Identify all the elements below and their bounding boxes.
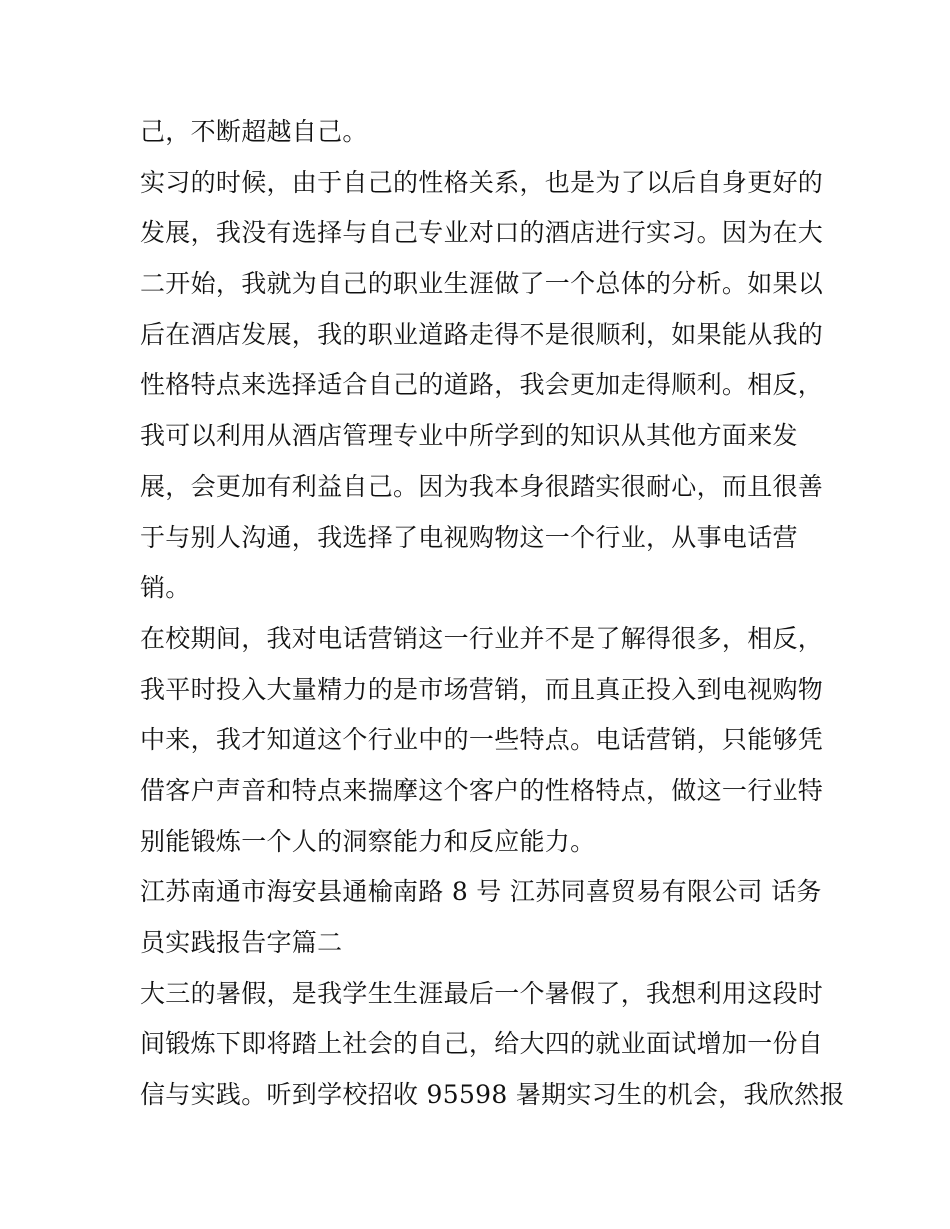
text-line: 我可以利用从酒店管理专业中所学到的知识从其他方面来发: [140, 421, 798, 451]
text-line: 销。: [140, 573, 191, 603]
text-line: 发展，我没有选择与自己专业对口的酒店进行实习。因为在大: [140, 218, 824, 248]
text-line: 后在酒店发展，我的职业道路走得不是很顺利，如果能从我的: [140, 319, 824, 349]
document-body: [140, 107, 845, 1121]
text-line: 展，会更加有利益自己。因为我本身很踏实很耐心，而且很善: [140, 471, 824, 501]
text-line: 性格特点来选择适合自己的道路，我会更加走得顺利。相反，: [140, 370, 824, 400]
text-line: 信与实践。听到学校招收 95598 暑期实习生的机会，我欣然报: [140, 1080, 845, 1110]
text-line: 中来，我才知道这个行业中的一些特点。电话营销，只能够凭: [140, 725, 824, 755]
text-line: 二开始，我就为自己的职业生涯做了一个总体的分析。如果以: [140, 269, 824, 299]
text-line: 大三的暑假，是我学生生涯最后一个暑假了，我想利用这段时: [140, 978, 824, 1008]
text-line: 实习的时候，由于自己的性格关系，也是为了以后自身更好的: [140, 167, 824, 197]
text-line: 在校期间，我对电话营销这一行业并不是了解得很多，相反，: [140, 623, 824, 653]
section-heading: 员实践报告字篇二: [140, 928, 343, 957]
text-line: 间锻炼下即将踏上社会的自己，给大四的就业面试增加一份自: [140, 1029, 824, 1059]
text-line: 江苏南通市海安县通榆南路 8 号 江苏同喜贸易有限公司 话务: [140, 877, 822, 907]
text-line: 别能锻炼一个人的洞察能力和反应能力。: [140, 826, 596, 856]
text-line: 我平时投入大量精力的是市场营销，而且真正投入到电视购物: [140, 674, 824, 704]
text-line: 借客户声音和特点来揣摩这个客户的性格特点，做这一行业特: [140, 775, 824, 805]
text-line: 于与别人沟通，我选择了电视购物这一个行业，从事电话营: [140, 522, 798, 552]
text-line: 己，不断超越自己。: [140, 117, 368, 146]
